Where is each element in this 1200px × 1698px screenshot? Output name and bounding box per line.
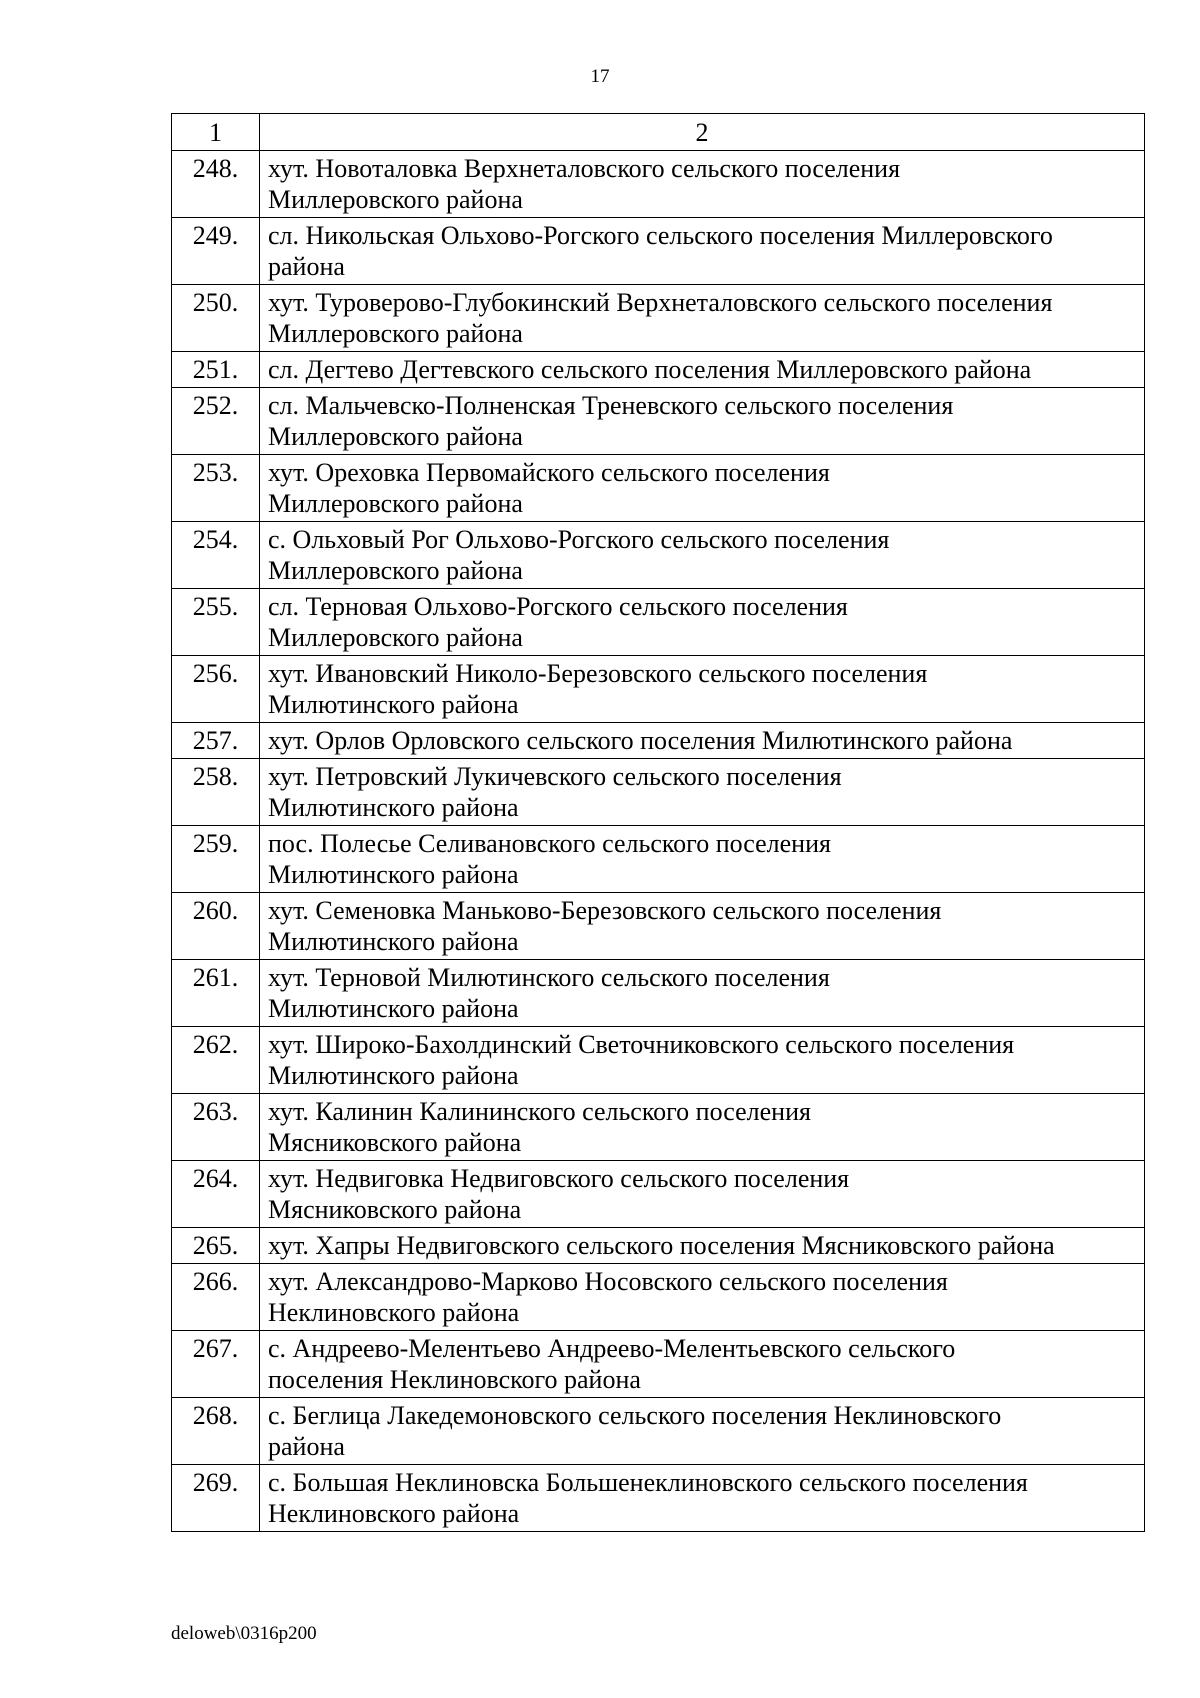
settlement-name-line: Милютинского района <box>268 927 519 956</box>
settlement-name-cell <box>260 1331 1145 1398</box>
settlement-name-line: хут. Ивановский Николо-Березовского сельского поселения <box>268 659 928 688</box>
settlement-name-cell <box>260 285 1145 352</box>
table-row <box>172 1027 1145 1094</box>
row-number: 263. <box>172 1094 260 1161</box>
table-row <box>172 1331 1145 1398</box>
settlement-name-cell <box>260 1398 1145 1465</box>
table-row <box>172 151 1145 218</box>
row-number: 249. <box>172 218 260 285</box>
settlement-name-line: Милютинского района <box>268 994 519 1023</box>
settlement-name-line: хут. Туроверово-Глубокинский Верхнеталовского сельского поселения <box>268 288 1053 317</box>
table-row <box>172 656 1145 723</box>
row-number: 269. <box>172 1465 260 1532</box>
settlement-name-line: сл. Никольская Ольхово-Рогского сельского поселения Миллеровского <box>268 221 1053 250</box>
settlement-name-line: сл. Терновая Ольхово-Рогского сельского поселения <box>268 592 848 621</box>
row-number: 250. <box>172 285 260 352</box>
table-body <box>172 151 1145 1532</box>
table-row <box>172 218 1145 285</box>
settlement-name-line: хут. Недвиговка Недвиговского сельского поселения <box>268 1164 850 1193</box>
table-row <box>172 723 1145 759</box>
settlement-name-line: района <box>268 1432 345 1461</box>
table-row <box>172 960 1145 1027</box>
settlement-name-cell <box>260 960 1145 1027</box>
settlement-name-line: хут. Новоталовка Верхнеталовского сельского поселения <box>268 154 901 183</box>
table-row <box>172 352 1145 388</box>
row-number: 257. <box>172 723 260 759</box>
settlement-name-line: Миллеровского района <box>268 422 523 451</box>
settlement-name-line: Мясниковского района <box>268 1195 522 1224</box>
settlement-name-line: хут. Широко-Бахолдинский Светочниковского сельского поселения <box>268 1030 1015 1059</box>
settlement-name-cell <box>260 455 1145 522</box>
row-number: 248. <box>172 151 260 218</box>
row-number: 261. <box>172 960 260 1027</box>
settlement-name-line: Милютинского района <box>268 860 519 889</box>
settlement-name-line: Милютинского района <box>268 690 519 719</box>
row-number: 253. <box>172 455 260 522</box>
header-cell-number: 1 <box>172 114 260 151</box>
settlement-name-line: района <box>268 252 345 281</box>
settlement-name-line: Миллеровского района <box>268 185 523 214</box>
settlement-name-line: хут. Александрово-Марково Носовского сельского поселения <box>268 1267 948 1296</box>
settlement-name-cell <box>260 1094 1145 1161</box>
settlement-name-cell <box>260 1264 1145 1331</box>
settlement-name-cell <box>260 656 1145 723</box>
settlement-name-line: Миллеровского района <box>268 623 523 652</box>
settlement-name-cell <box>260 893 1145 960</box>
settlement-name-line: с. Большая Неклиновска Большенеклиновского сельского поселения <box>268 1468 1028 1497</box>
settlement-name-line: Мясниковского района <box>268 1128 522 1157</box>
table-row <box>172 1094 1145 1161</box>
header-cell-name: 2 <box>260 114 1145 151</box>
settlement-name-cell <box>260 218 1145 285</box>
settlement-name-line: хут. Ореховка Первомайского сельского поселения <box>268 458 830 487</box>
table-row <box>172 589 1145 656</box>
table-header-row <box>172 114 1145 151</box>
settlement-name-cell <box>260 522 1145 589</box>
row-number: 264. <box>172 1161 260 1228</box>
settlement-name-cell <box>260 1465 1145 1532</box>
settlement-name-cell <box>260 388 1145 455</box>
settlements-table <box>171 113 1145 1532</box>
settlement-name-line: Милютинского района <box>268 1061 519 1090</box>
row-number: 268. <box>172 1398 260 1465</box>
settlement-name-line: хут. Орлов Орловского сельского поселения Милютинского района <box>268 726 1013 755</box>
row-number: 260. <box>172 893 260 960</box>
table-row <box>172 759 1145 826</box>
settlement-name-line: хут. Семеновка Маньково-Березовского сельского поселения <box>268 896 942 925</box>
settlement-name-cell <box>260 826 1145 893</box>
table-row <box>172 1465 1145 1532</box>
settlement-name-line: пос. Полесье Селивановского сельского поселения <box>268 829 831 858</box>
row-number: 258. <box>172 759 260 826</box>
settlement-name-line: сл. Мальчевско-Полненская Треневского сельского поселения <box>268 391 954 420</box>
row-number: 256. <box>172 656 260 723</box>
settlement-name-cell <box>260 151 1145 218</box>
settlement-name-line: поселения Неклиновского района <box>268 1365 641 1394</box>
settlement-name-cell <box>260 1027 1145 1094</box>
table-row <box>172 388 1145 455</box>
table-row <box>172 455 1145 522</box>
row-number: 266. <box>172 1264 260 1331</box>
row-number: 262. <box>172 1027 260 1094</box>
settlement-name-line: сл. Дегтево Дегтевского сельского поселения Миллеровского района <box>268 355 1032 384</box>
table-row <box>172 826 1145 893</box>
settlement-name-line: Неклиновского района <box>268 1298 520 1327</box>
row-number: 259. <box>172 826 260 893</box>
settlement-name-line: Миллеровского района <box>268 556 523 585</box>
row-number: 251. <box>172 352 260 388</box>
row-number: 255. <box>172 589 260 656</box>
table-row <box>172 1161 1145 1228</box>
row-number: 252. <box>172 388 260 455</box>
table-row <box>172 1398 1145 1465</box>
table-row <box>172 522 1145 589</box>
settlement-name-line: хут. Терновой Милютинского сельского поселения <box>268 963 830 992</box>
settlement-name-line: Миллеровского района <box>268 319 523 348</box>
settlement-name-cell <box>260 352 1145 388</box>
table-row <box>172 893 1145 960</box>
table-row <box>172 285 1145 352</box>
settlement-name-line: с. Ольховый Рог Ольхово-Рогского сельского поселения <box>268 525 890 554</box>
settlement-name-line: Милютинского района <box>268 793 519 822</box>
table-row <box>172 1228 1145 1264</box>
settlement-name-line: с. Беглица Лакедемоновского сельского поселения Неклиновского <box>268 1401 1002 1430</box>
settlement-name-cell <box>260 1228 1145 1264</box>
settlement-name-line: хут. Калинин Калининского сельского поселения <box>268 1097 811 1126</box>
settlement-name-cell <box>260 589 1145 656</box>
settlement-name-line: с. Андреево-Мелентьево Андреево-Мелентьевского сельского <box>268 1334 956 1363</box>
row-number: 267. <box>172 1331 260 1398</box>
settlement-name-line: Неклиновского района <box>268 1499 520 1528</box>
settlement-name-cell <box>260 1161 1145 1228</box>
row-number: 254. <box>172 522 260 589</box>
settlement-name-line: Миллеровского района <box>268 489 523 518</box>
table-row <box>172 1264 1145 1331</box>
footer-code: deloweb\0316p200 <box>171 1623 317 1644</box>
settlement-name-line: хут. Хапры Недвиговского сельского поселения Мясниковского района <box>268 1231 1055 1260</box>
row-number: 265. <box>172 1228 260 1264</box>
settlement-name-cell <box>260 759 1145 826</box>
page-number: 17 <box>590 66 610 87</box>
settlement-name-line: хут. Петровский Лукичевского сельского поселения <box>268 762 842 791</box>
settlement-name-cell <box>260 723 1145 759</box>
